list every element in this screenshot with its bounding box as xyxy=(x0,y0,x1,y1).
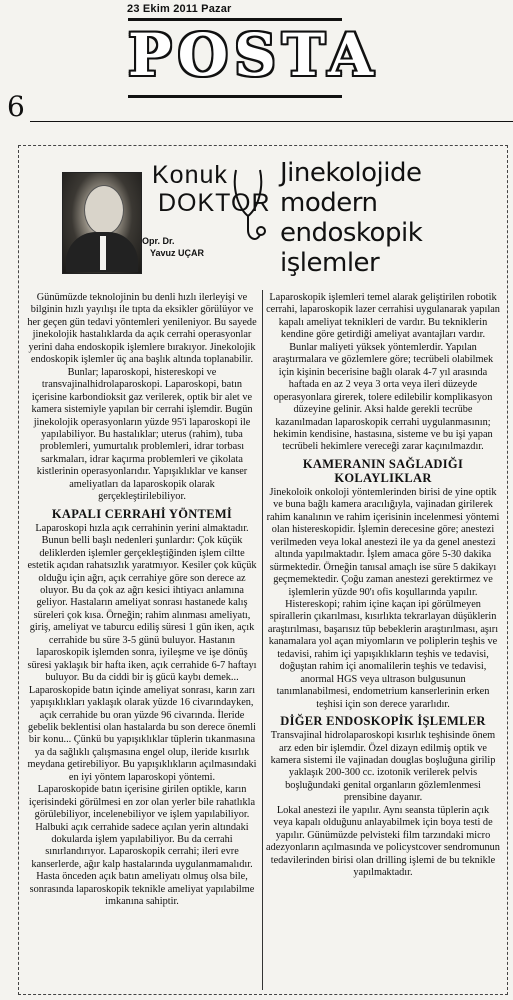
right-column xyxy=(266,292,500,879)
body-paragraph: Lokal anestezi ile yapılır. Aynı seansta tüplerin açık veya kapalı olduğunu anlayabilmek için boya testi de yapılır. Günümüzde pelvisteki film tarzındaki micro adezyonların açılmasında ve policystcover sendromunun tedavilerinden birisi olan drilling işlemi de bu teknikle yapılmaktadır. xyxy=(266,804,500,879)
issue-date: 23 Ekim 2011 Pazar xyxy=(127,3,232,15)
headline-line: işlemler xyxy=(280,248,380,278)
body-paragraph: Laparoskopi hızla açık cerrahinin yerini almaktadır. Bunun belli başlı nedenleri şunlardır: Çok küçük deliklerden işlemler gerçekleştiğinden işlem ciltte estetik açıdan rahatsızlık yaratmıyor. Kesiler çok küçük olduğu için ağrı, açık cerrahiye göre son derece az oluyor. Bu da çok az ağrı kesici ihtiyacı anlamına geliyor. Hastaların ameliyat sonrası hastanede kalış süreleri çok kısa. Örneğin; rahim alınması ameliyatı, giriş, ameliyat ve taburcu ediliş süresi 1 gün iken, açık cerrahide bu süre 3-5 günü buluyor. Hastanın laparoskopik işlemden sonra, iyileşme ve işe dönüş süresi yaklaşık bir hafta iken, açık cerrahide 6-7 haftayı buluyor. Bu da ciddi bir iş gücü kaybı demek... Laparoskopide batın içinde ameliyat sonrası, karın zarı yapışıklıkları yaklaşık olarak yüzde 16 civarındayken, açık cerrahide bu oran yüzde 96 civarında. İleride gebelik beklentisi olan hastalarda bu son derece önemli bir konu... Çünkü bu yapışıklıklar tüplerin tıkanmasına ya da sağlıklı çalışmasına engel olup, ileride kısırlık meydana getirebiliyor. Bu yapışıklıkların açılmasındaki en iyi yöntem laparoskopi yöntemi. xyxy=(27,522,257,783)
page-number: 6 xyxy=(7,90,25,123)
subhead-kapali-cerrahi: KAPALI CERRAHİ YÖNTEMİ xyxy=(51,506,233,521)
left-column xyxy=(26,292,258,909)
newspaper-logo xyxy=(128,18,380,98)
header-rule xyxy=(30,121,513,122)
intro-paragraph: Günümüzde teknolojinin bu denli hızlı ilerleyişi ve bilginin hızlı yayılışı ile tıpta da eksikler görülüyor ve her geçen gün tedavi yöntemleri yenileniyor. Bu sayede jinekolojik hastalıklarda da açık cerrahi operasyonlar yerini daha endoskopik işlemlere bırakıyor. Jinekolojik endoskopik işlemler üç ana başlık altında toplanabilir. Bunlar; laparoskopi, histereskopi ve transvajinalhidrolaparoskopi. Laparoskopi, batın içerisine karbondioksit gaz verilerek, optik bir alet ve kamera sistemiyle yapılan bir cerrahi işlemdir. Bugün jinekolojik operasyonların yüzde 95'i laparoskopi ile yapılabiliyor. Bu hastalıklar; uterus (rahim), tuba problemleri, yumurtalık problemleri, idrar torbası sarkmaları, idrar kaçırma problemleri ve çikolata kistlerinin operasyonlarıdır. Yapışıklıklar ve kanser ameliyatları da laparoskopik olarak gerçekleştirilebiliyor. xyxy=(27,292,257,503)
subhead-diger: DİĞER ENDOSKOPİK İŞLEMLER xyxy=(280,714,486,729)
column-title-konuk: Konuk xyxy=(152,161,228,189)
masthead xyxy=(0,0,513,123)
headline-line: endoskopik xyxy=(280,218,423,248)
subhead-kamera: KAMERANIN SAĞLADIĞI KOLAYLIKLAR xyxy=(302,456,464,485)
column-divider xyxy=(262,290,263,990)
body-paragraph: Jinekoloik onkoloji yöntemlerinden birisi de yine optik ve buna bağlı kamera aracılığıyla, vajinadan girilerek rahim kanalının ve rahim içerisinin incelenmesi yöntemi olan histereskopidir. İşlemin derecesine göre; anestezi verilmeden veya lokal anestezi ile ya da genel anestezi altında yapılmaktadır. İşlem amaca göre 5-30 dakika sürmektedir. Örneğin tanısal amaçlı ise süre 5 dakikayı geçmemektedir. Çoğu zaman anestezi gerektirmez ve işlemlerin yüzde 90'ı ofis koşullarında yapılır. Histereskopi; rahim içine kaçan ipi görülmeyen spirallerin çıkarılması, kısırlıkta tekrarlayan düşüklerin araştırılması, başarısız tüp bebeklerin araştırılması, aşırı kanamalara yol açan miyomların ve poliplerin teşhis ve tedavisi, rahim içi yapışıklıkların teşhis ve tedavisi, doğuştan rahim içi anomalilerin teşhis ve tedavisi, anormal HGS veya ultrason bulgusunun tanımlanabilmesi, endometrium kanserlerinin erken teşhisi için son derece yararlıdır. xyxy=(266,486,500,710)
body-paragraph: Laparoskopik işlemleri temel alarak geliştirilen robotik cerrahi, laparoskopik lazer cerrahisi uygulanarak yapılan kapalı ameliyat teknikleri de vardır. Bu tekniklerin kendine göre getirdiği ameliyat avantajları vardır. Bunlar maliyeti yüksek yöntemlerdir. Yapılan araştırmalara ve gözlemlere göre; tecrübeli olabilmek için kişinin becerisine bağlı olarak 4-7 yıl arasında haftada en az 2 veya 3 orta veya ileri düzeyde operasyonlara girerek, tolere edilebilir komplikasyon düzeyine gelinir. Aksi halde gerekli tecrübe kazanılmadan laparoskopik cerrahi uygulanmasının; hekimin kendisine, hastasına, sisteme ve bu işi yapan tecrübeli hekimlere vereceği zarar kaçınılmazdır. xyxy=(266,292,500,453)
headline xyxy=(280,158,480,278)
body-paragraph: Laparoskopide batın içerisine girilen optikle, karın içerisindeki görülmesi en zor olan yerler bile rahatlıkla görülebiliyor, incelenebiliyor ve işlem yapılabiliyor. Halbuki açık cerrahide sadece açılan yerin altındaki dokularda işlem yapılabiliyor. Bu da cerrahi sınırlandırıyor. Laparoskopik cerrahi; ileri evre kanserlerde, ağır kalp hastalarında uygulanmamalıdır. Hasta önceden açık batın ameliyatı olmuş olsa bile, sonrasında laparoskopik teknikle ameliyat yapılabilme imkanına sahiptir. xyxy=(28,784,256,908)
author-photo-collar xyxy=(100,236,106,270)
author-photo-head xyxy=(84,185,124,235)
headline-line: Jinekolojide xyxy=(280,158,422,188)
author-title: Opr. Dr. xyxy=(142,236,175,246)
logo-text: POSTA xyxy=(128,21,380,89)
headline-line: modern xyxy=(280,188,378,218)
author-name: Yavuz UÇAR xyxy=(150,248,205,258)
stethoscope-icon xyxy=(228,168,268,248)
column-title-doktor: DOKTOR xyxy=(158,189,271,217)
body-paragraph: Transvajinal hidrolaparoskopi kısırlık teşhisinde önem arz eden bir işlemdir. Özel dizayn edilmiş optik ve kamera sistemi ile vajinadan douglas boşluğuna girilip yaklaşık 200-300 cc. izotonik verilerek pelvis boşluğundaki genital organların gözlemlenmesi prensibine dayanır. xyxy=(270,730,496,804)
